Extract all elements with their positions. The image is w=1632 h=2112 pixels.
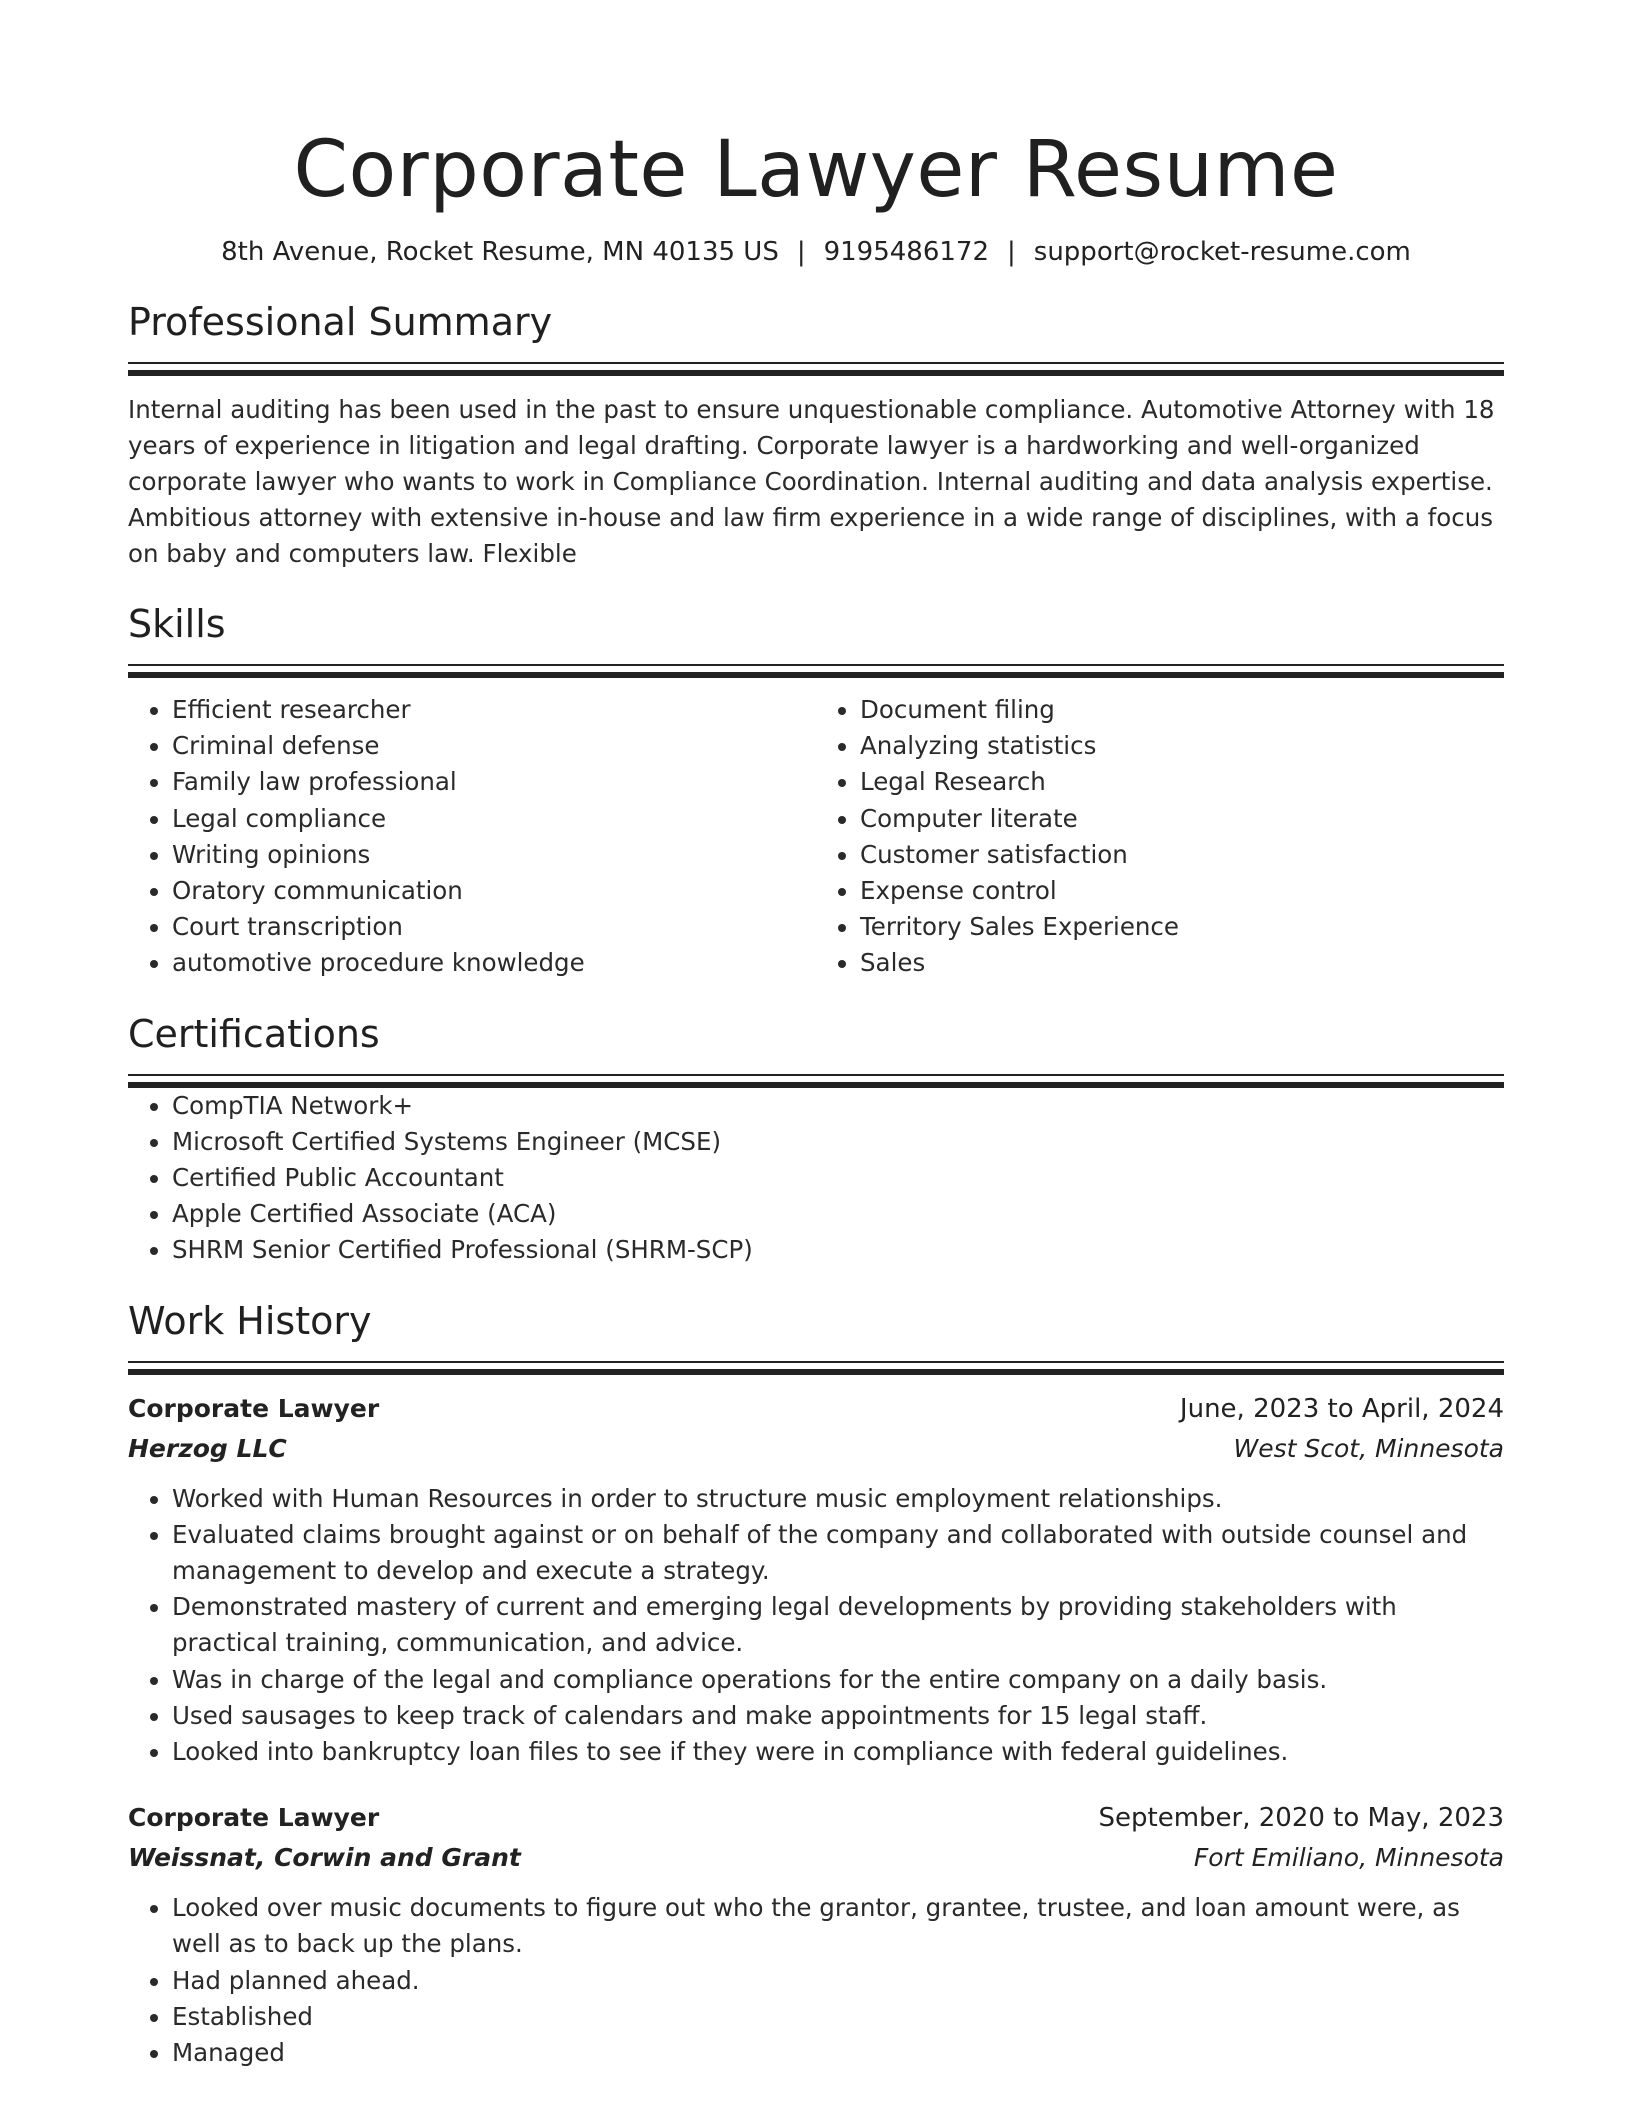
job-duties-list <box>128 1481 1504 1771</box>
contact-separator: | <box>1007 237 1016 267</box>
skill-item: • automotive procedure knowledge <box>172 945 816 981</box>
job-header-row <box>128 1798 1504 1838</box>
job-entry <box>128 1798 1504 2071</box>
skills-right-list <box>816 692 1504 982</box>
job-duty-item: • Looked into bankruptcy loan files to see if they were in compliance with federal guidelines. <box>172 1734 1504 1770</box>
job-duty-item: • Evaluated claims brought against or on behalf of the company and collaborated with outside counsel and management to develop and execute a strategy. <box>172 1517 1504 1589</box>
section-divider <box>128 1361 1504 1375</box>
skill-item: • Computer literate <box>860 801 1504 837</box>
skill-item: • Expense control <box>860 873 1504 909</box>
skills-columns <box>128 692 1504 982</box>
contact-separator: | <box>796 237 806 267</box>
section-divider <box>128 1074 1504 1088</box>
job-duty-item: • Worked with Human Resources in order to structure music employment relationships. <box>172 1481 1504 1517</box>
job-location: Fort Emiliano, Minnesota <box>1193 1843 1504 1873</box>
job-duty-item: • Looked over music documents to figure out who the grantor, grantee, trustee, and loan amount were, as well as to back up the plans. <box>172 1890 1504 1962</box>
job-duty-item: • Was in charge of the legal and compliance operations for the entire company on a daily basis. <box>172 1662 1504 1698</box>
summary-heading: Professional Summary <box>128 300 553 344</box>
job-location: West Scot, Minnesota <box>1233 1433 1504 1463</box>
job-dates: September, 2020 to May, 2023 <box>1098 1803 1504 1834</box>
skill-item: • Oratory communication <box>172 873 816 909</box>
skills-left-list <box>128 692 816 982</box>
skill-item: • Efficient researcher <box>172 692 816 728</box>
certification-item: • SHRM Senior Certified Professional (SHRM-SCP) <box>172 1232 1504 1268</box>
skill-item: • Court transcription <box>172 909 816 945</box>
job-header-row <box>128 1389 1504 1429</box>
contact-email: support@rocket-resume.com <box>1033 237 1411 267</box>
job-dates: June, 2023 to April, 2024 <box>1179 1393 1504 1424</box>
skills-section <box>128 598 1504 982</box>
job-duty-item: • Established <box>172 1999 1504 2035</box>
certification-item: • Apple Certified Associate (ACA) <box>172 1196 1504 1232</box>
job-company: Herzog LLC <box>128 1433 287 1463</box>
job-duty-item: • Used sausages to keep track of calendars and make appointments for 15 legal staff. <box>172 1698 1504 1734</box>
contact-line <box>128 234 1504 270</box>
certification-item: • Certified Public Accountant <box>172 1160 1504 1196</box>
job-entry <box>128 1389 1504 1771</box>
skill-item: • Analyzing statistics <box>860 728 1504 764</box>
certification-item: • CompTIA Network+ <box>172 1088 1504 1124</box>
skills-right-column <box>816 692 1504 982</box>
skills-left-column <box>128 692 816 982</box>
job-duties-list <box>128 1890 1504 2071</box>
skill-item: • Sales <box>860 945 1504 981</box>
certifications-section <box>128 1008 1504 1269</box>
job-title: Corporate Lawyer <box>128 1393 380 1423</box>
certification-item: • Microsoft Certified Systems Engineer (MCSE) <box>172 1124 1504 1160</box>
skill-item: • Territory Sales Experience <box>860 909 1504 945</box>
section-divider <box>128 362 1504 376</box>
skill-item: • Legal compliance <box>172 801 816 837</box>
summary-text: Internal auditing has been used in the past to ensure unquestionable compliance. Automotive Attorney with 18 years of experience in litigation and legal drafting. Corporate lawyer is a hardworking and well-organized corporate lawyer who wants to work in Compliance Coordination. Internal auditing and data analysis expertise. Ambitious attorney with extensive in-house and law firm experience in a wide range of disciplines, with a focus on baby and computers law. Flexible <box>128 395 1495 568</box>
section-divider <box>128 664 1504 678</box>
summary-section <box>128 296 1504 572</box>
job-duty-item: • Had planned ahead. <box>172 1963 1504 1999</box>
certifications-heading: Certifications <box>128 1011 380 1056</box>
certifications-list <box>128 1088 1504 1269</box>
job-title: Corporate Lawyer <box>128 1803 380 1833</box>
skill-item: • Customer satisfaction <box>860 837 1504 873</box>
skill-item: • Writing opinions <box>172 837 816 873</box>
skill-item: • Family law professional <box>172 764 816 800</box>
skill-item: • Legal Research <box>860 764 1504 800</box>
resume-title: Corporate Lawyer Resume <box>293 125 1339 215</box>
job-company: Weissnat, Corwin and Grant <box>128 1843 521 1873</box>
job-duty-item: • Managed <box>172 2035 1504 2071</box>
work-history-heading: Work History <box>128 1298 372 1343</box>
skill-item: • Document filing <box>860 692 1504 728</box>
skill-item: • Criminal defense <box>172 728 816 764</box>
skills-heading: Skills <box>128 602 226 646</box>
work-history-section <box>128 1295 1504 2072</box>
job-company-row <box>128 1838 1504 1878</box>
job-company-row <box>128 1429 1504 1469</box>
contact-phone: 9195486172 <box>823 237 990 267</box>
contact-address: 8th Avenue, Rocket Resume, MN 40135 US <box>221 237 779 267</box>
job-duty-item: • Demonstrated mastery of current and emerging legal developments by providing stakeholders with practical training, communication, and advice. <box>172 1589 1504 1661</box>
